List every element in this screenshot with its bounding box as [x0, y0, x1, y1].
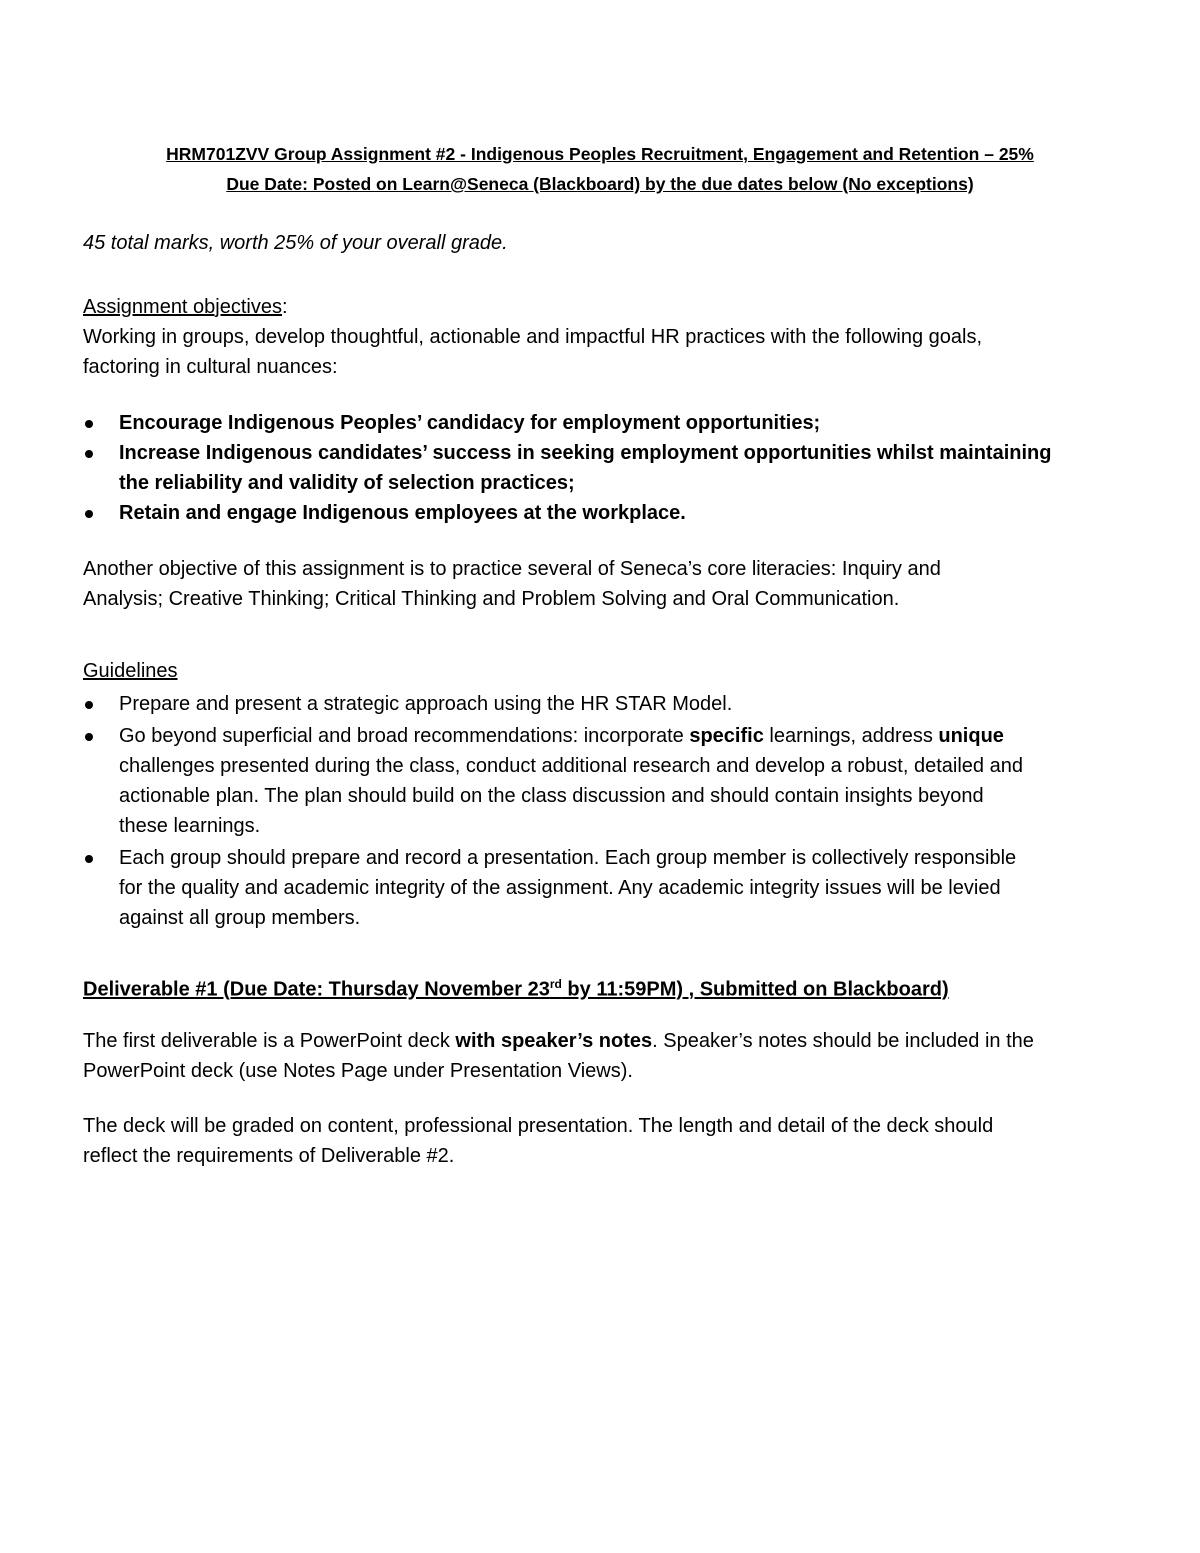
core-literacies-line1: Another objective of this assignment is to practice several of Seneca’s core literacies: Inquiry and — [83, 558, 941, 580]
list-item: Prepare and present a strategic approach using the HR STAR Model. — [83, 689, 1113, 719]
objectives-section — [83, 292, 1123, 382]
deliverable1-paragraph2: The deck will be graded on content, professional presentation. The length and detail of the deck should reflect the requirements of Deliverable #2. — [83, 1115, 994, 1167]
deliverable1-heading: Deliverable #1 (Due Date: Thursday November 23rd by 11:59PM) , Submitted on Blackboard) — [83, 977, 949, 1001]
assignment-title: HRM701ZVV Group Assignment #2 - Indigenous Peoples Recruitment, Engagement and Retention – 25% — [166, 144, 1034, 164]
list-item: Increase Indigenous candidates’ success in seeking employment opportunities whilst maintaining the reliability and validity of selection practices; — [83, 438, 1113, 498]
marks-note: 45 total marks, worth 25% of your overall grade. — [83, 232, 508, 254]
objectives-intro-line1: Working in groups, develop thoughtful, actionable and impactful HR practices with the following goals, — [83, 326, 983, 348]
guidelines-list — [83, 689, 1113, 933]
core-literacies-paragraph — [83, 554, 1123, 614]
list-item: Each group should prepare and record a presentation. Each group member is collectively responsible for the quality and academic integrity of the assignment. Any academic integrity issues will be levied against all group members. — [83, 843, 1113, 933]
bullet-icon — [85, 701, 93, 709]
objectives-list — [83, 408, 1113, 528]
guidelines-heading: Guidelines — [83, 660, 178, 682]
objectives-heading-colon: : — [281, 296, 288, 318]
bullet-icon — [85, 420, 93, 428]
list-item: Retain and engage Indigenous employees at the workplace. — [83, 498, 1113, 528]
objectives-heading: Assignment objectives — [83, 296, 282, 318]
bullet-icon — [85, 510, 93, 518]
bullet-icon — [85, 450, 93, 458]
deliverable1-paragraph1: The first deliverable is a PowerPoint deck with speaker’s notes. Speaker’s notes should be included in the PowerPoint deck (use Notes Page under Presentation Views). — [83, 1030, 1034, 1082]
list-item: Go beyond superficial and broad recommendations: incorporate specific learnings, address unique challenges presented during the class, conduct additional research and develop a robust, detailed and actionable plan. The plan should build on the class discussion and should contain insights beyond these learnings. — [83, 721, 1113, 841]
due-date-line: Due Date: Posted on Learn@Seneca (Blackboard) by the due dates below (No exceptions) — [226, 174, 974, 194]
guidelines-heading-wrap — [83, 656, 1123, 686]
list-item: Encourage Indigenous Peoples’ candidacy for employment opportunities; — [83, 408, 1113, 438]
bullet-icon — [85, 733, 93, 741]
bullet-icon — [85, 855, 93, 863]
objectives-intro-line2: factoring in cultural nuances: — [83, 356, 338, 378]
core-literacies-line2: Analysis; Creative Thinking; Critical Thinking and Problem Solving and Oral Communication. — [83, 588, 900, 610]
